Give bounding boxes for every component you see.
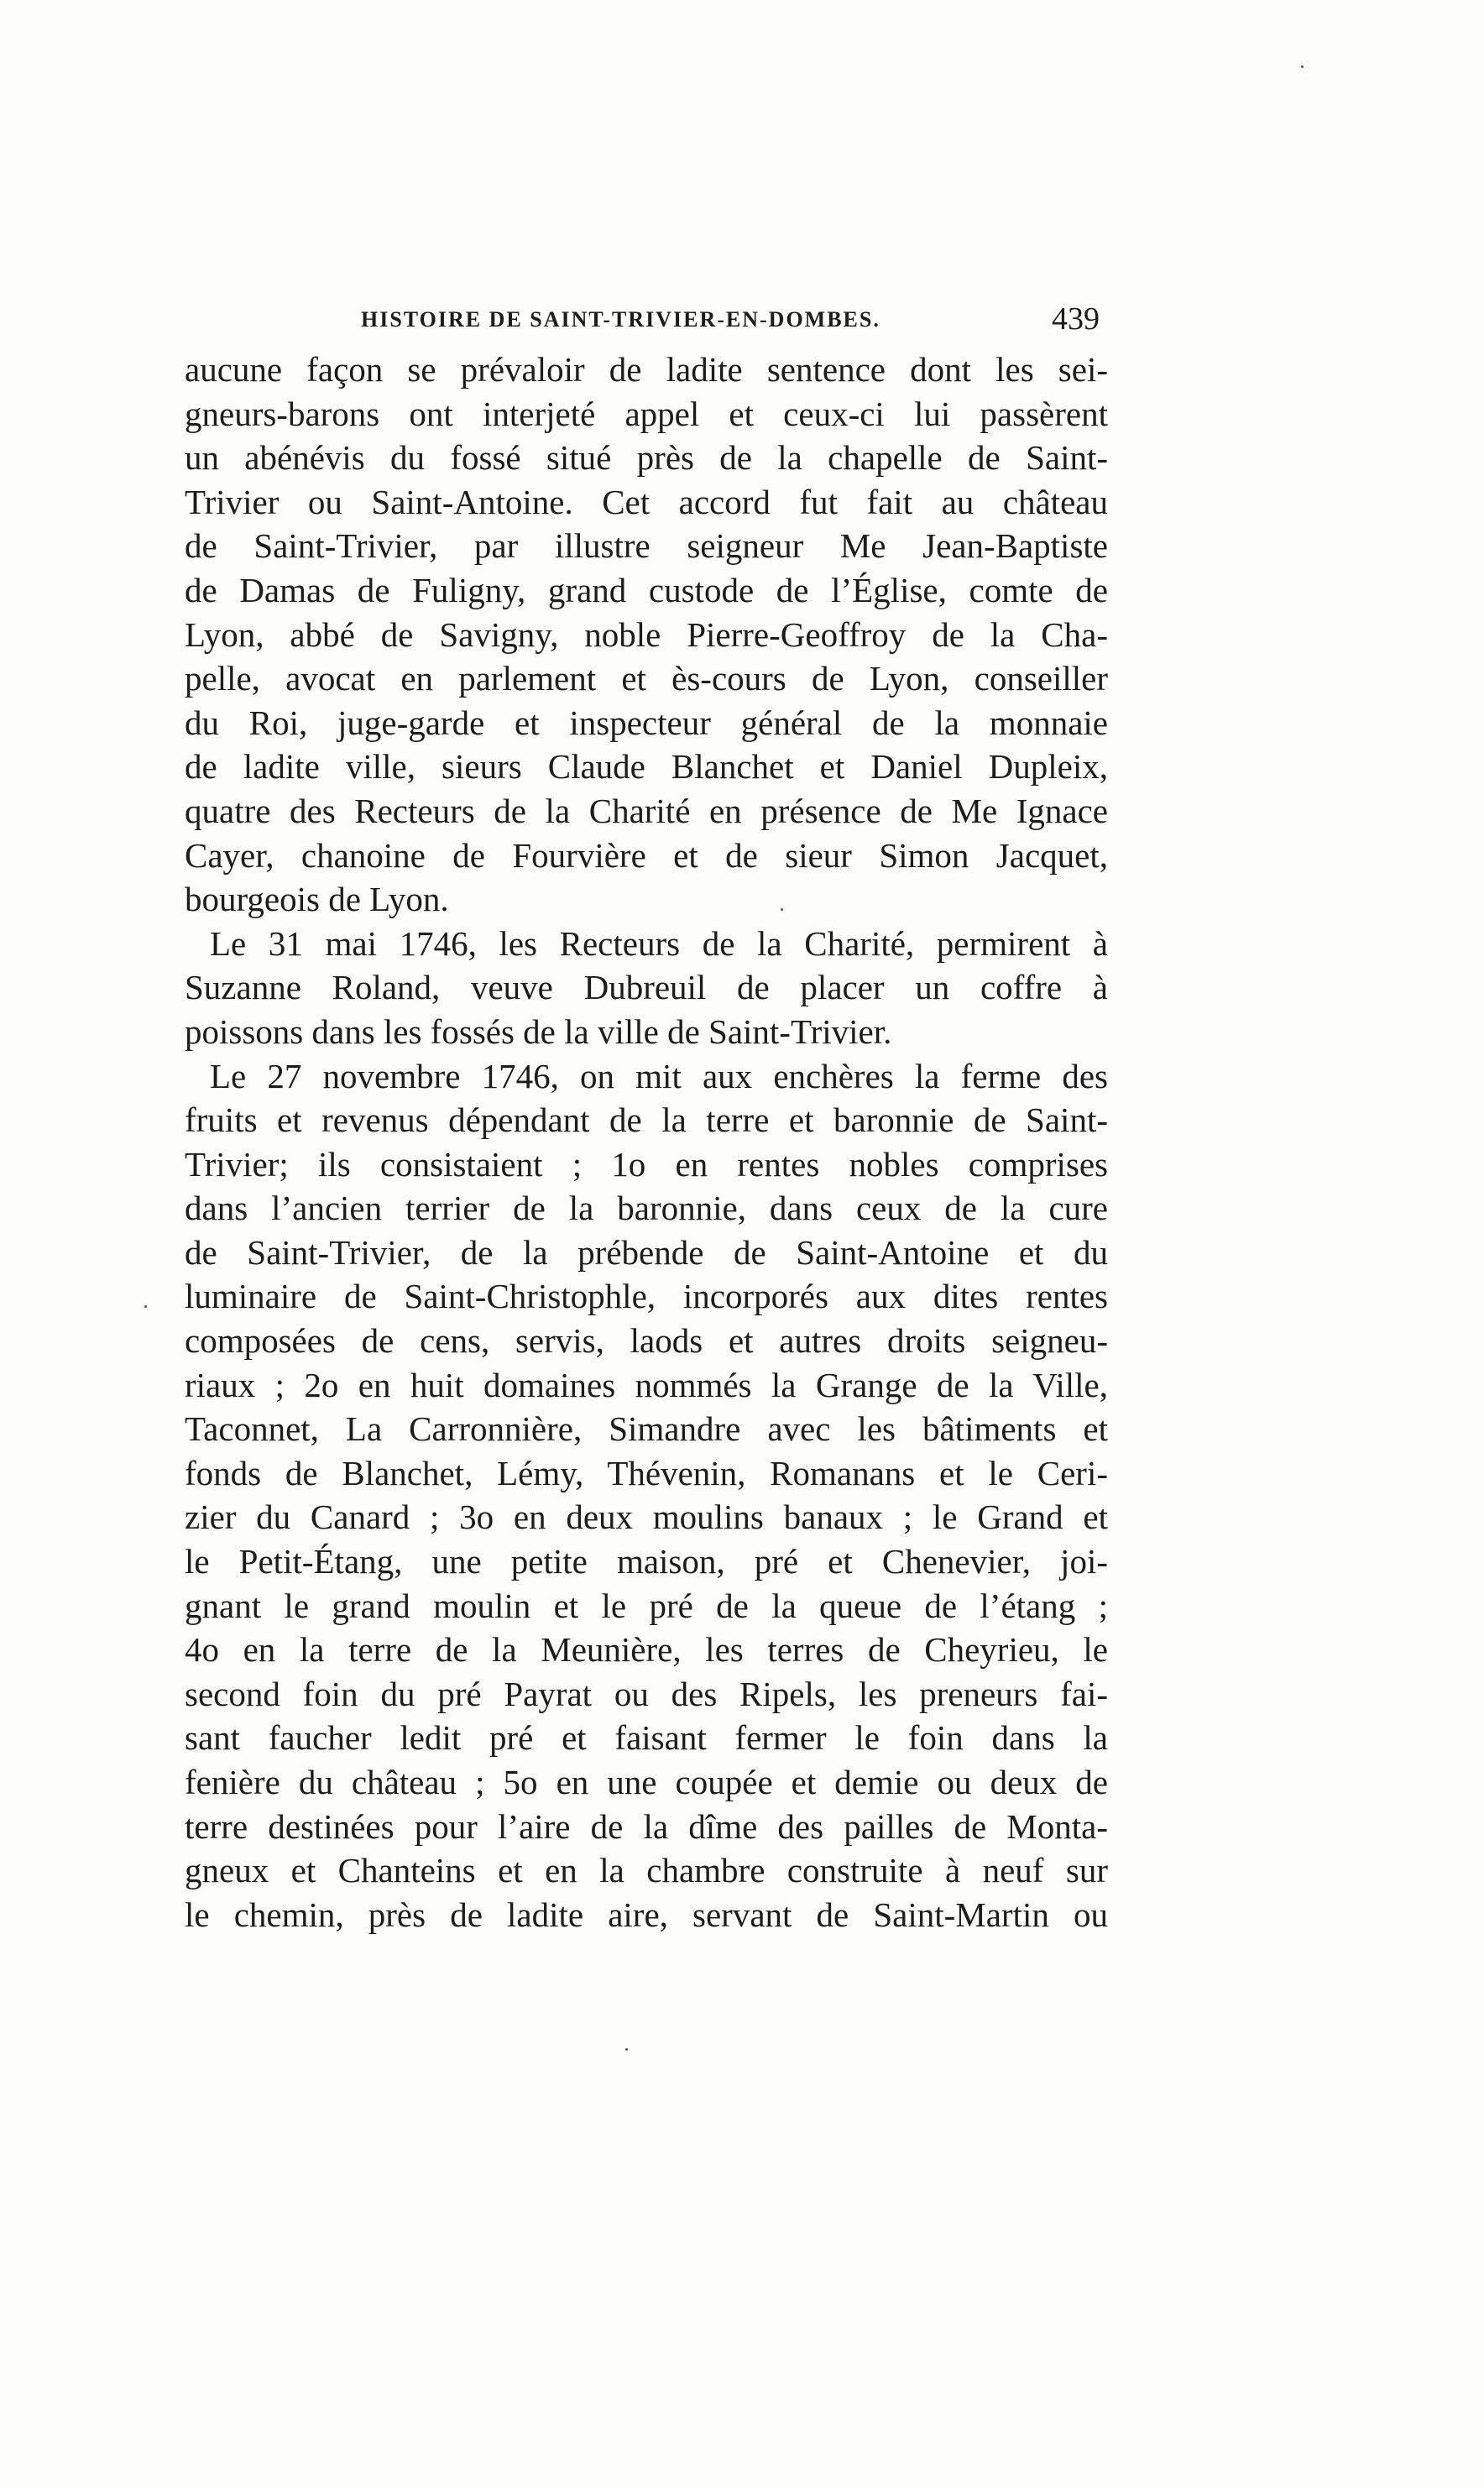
- text-line: luminaire de Saint-Christophle, incorporés aux dites rentes: [185, 1277, 1108, 1316]
- page-number: 439: [1052, 301, 1100, 337]
- text-line: gnant le grand moulin et le pré de la queue de l’étang ;: [185, 1586, 1108, 1625]
- print-speck: [781, 908, 783, 911]
- running-head: [361, 301, 1100, 342]
- print-speck: [1301, 65, 1304, 68]
- text-line: poissons dans les fossés de la ville de Saint-Trivier.: [185, 1011, 892, 1051]
- text-line: Trivier; ils consistaient ; 1o en rentes nobles comprises: [185, 1144, 1108, 1184]
- text-line: gneurs-barons ont interjeté appel et ceux-ci lui passèrent: [185, 394, 1108, 433]
- text-line: terre destinées pour l’aire de la dîme des pailles de Monta-: [185, 1806, 1108, 1846]
- text-line: un abénévis du fossé situé près de la chapelle de Saint-: [185, 438, 1108, 478]
- text-line: zier du Canard ; 3o en deux moulins banaux ; le Grand et: [185, 1498, 1108, 1537]
- text-line: aucune façon se prévaloir de ladite sentence dont les sei-: [185, 350, 1108, 389]
- text-line: quatre des Recteurs de la Charité en présence de Me Ignace: [185, 791, 1108, 830]
- text-line: de Saint-Trivier, de la prébende de Saint-Antoine et du: [185, 1232, 1108, 1272]
- print-speck: [625, 2048, 628, 2051]
- text-line: Cayer, chanoine de Fourvière et de sieur Simon Jacquet,: [185, 835, 1108, 875]
- text-line: composées de cens, servis, laods et autres droits seigneu-: [185, 1321, 1108, 1361]
- text-line: second foin du pré Payrat ou des Ripels, les preneurs fai-: [185, 1674, 1108, 1713]
- text-line: fenière du château ; 5o en une coupée et demie ou deux de: [185, 1763, 1108, 1801]
- running-title: HISTOIRE DE SAINT-TRIVIER-EN-DOMBES.: [361, 307, 880, 332]
- text-line: pelle, avocat en parlement et ès-cours de Lyon, conseiller: [185, 659, 1108, 698]
- text-line: de Saint-Trivier, par illustre seigneur Me Jean-Baptiste: [185, 526, 1108, 566]
- text-line: 4o en la terre de la Meunière, les terres de Cheyrieu, le: [185, 1630, 1108, 1670]
- text-line: fonds de Blanchet, Lémy, Thévenin, Romanans et le Ceri-: [185, 1453, 1108, 1492]
- text-line: bourgeois de Lyon.: [185, 880, 449, 919]
- text-line: de Damas de Fuligny, grand custode de l’Église, comte de: [185, 570, 1108, 609]
- text-line: Trivier ou Saint-Antoine. Cet accord fut fait au château: [185, 482, 1108, 521]
- text-line: dans l’ancien terrier de la baronnie, dans ceux de la cure: [185, 1189, 1108, 1228]
- text-line: Suzanne Roland, veuve Dubreuil de placer un coffre à: [185, 968, 1108, 1007]
- body-text: [185, 348, 1108, 1937]
- print-speck: [144, 1305, 147, 1308]
- text-line: Taconnet, La Carronnière, Simandre avec les bâtiments et: [185, 1409, 1108, 1449]
- text-line: fruits et revenus dépendant de la terre et baronnie de Saint-: [185, 1100, 1108, 1140]
- text-line: du Roi, juge-garde et inspecteur général de la monnaie: [185, 703, 1108, 742]
- text-line: de ladite ville, sieurs Claude Blanchet et Daniel Dupleix,: [185, 747, 1108, 787]
- text-line: sant faucher ledit pré et faisant fermer le foin dans la: [185, 1718, 1108, 1758]
- text-line: gneux et Chanteins et en la chambre construite à neuf sur: [185, 1851, 1108, 1890]
- text-line: Le 31 mai 1746, les Recteurs de la Charité, permirent à: [210, 923, 1108, 963]
- text-line: le chemin, près de ladite aire, servant de Saint-Martin ou: [185, 1895, 1108, 1934]
- text-line: le Petit-Étang, une petite maison, pré et Chenevier, joi-: [185, 1542, 1108, 1581]
- text-line: riaux ; 2o en huit domaines nommés la Grange de la Ville,: [185, 1365, 1108, 1404]
- text-line: Lyon, abbé de Savigny, noble Pierre-Geoffroy de la Cha-: [185, 614, 1108, 654]
- text-line: Le 27 novembre 1746, on mit aux enchères la ferme des: [210, 1056, 1108, 1095]
